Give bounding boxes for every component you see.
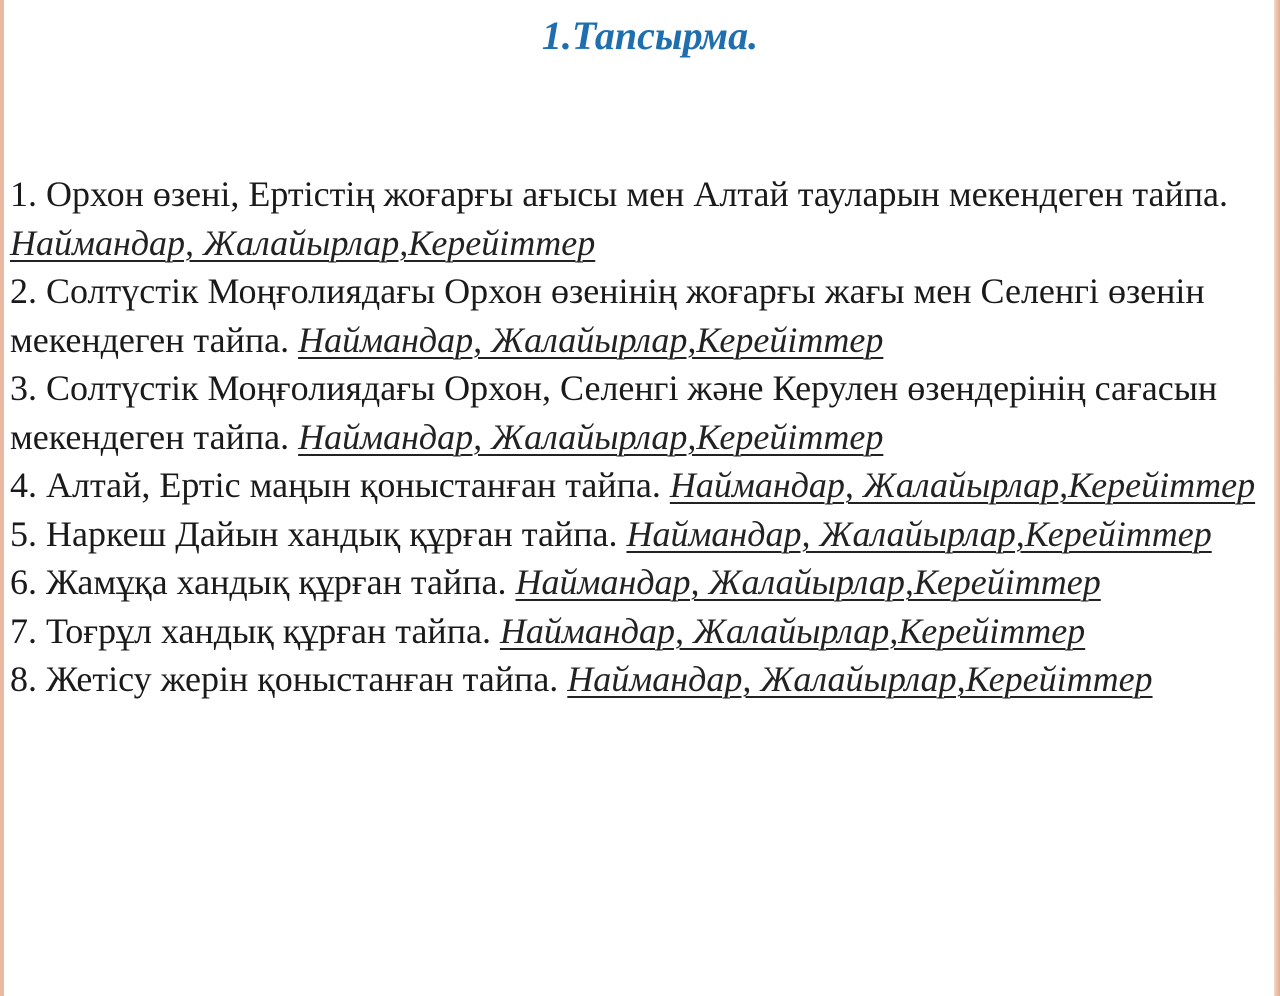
- task-answer: Наймандар, Жалайырлар,Керейіттер: [626, 513, 1212, 554]
- task-answer: Наймандар, Жалайырлар,Керейіттер: [669, 465, 1256, 505]
- task-item-2: [10, 267, 1272, 364]
- task-question: Наркеш Дайын хандық құрған тайпа.: [46, 513, 618, 554]
- task-answer: Наймандар, Жалайырлар,Керейіттер: [567, 659, 1153, 699]
- task-number: 8.: [10, 659, 37, 699]
- task-question: Жетісу жерін қоныстанған тайпа.: [46, 659, 559, 699]
- page-border-right: [1274, 0, 1280, 996]
- task-answer: Наймандар, Жалайырлар,Керейіттер: [298, 319, 884, 360]
- task-item-7: [10, 607, 1272, 656]
- task-question: Солтүстік Моңғолиядағы Орхон, Селенгі және Керулен өзендерінің сағасын мекендеген тайпа.: [10, 368, 1218, 457]
- task-item-3: [10, 364, 1272, 461]
- page-title: 1.Тапсырма.: [541, 13, 759, 58]
- task-question: Алтай, Ертіс маңын қоныстанған тайпа.: [46, 465, 661, 505]
- task-answer: Наймандар, Жалайырлар,Керейіттер: [515, 562, 1101, 602]
- task-number: 7.: [10, 610, 37, 651]
- task-number: 5.: [10, 513, 37, 554]
- task-item-6: [10, 558, 1272, 607]
- task-answer: Наймандар, Жалайырлар,Керейіттер: [10, 222, 596, 263]
- task-number: 2.: [10, 271, 37, 311]
- task-question: Солтүстік Моңғолиядағы Орхон өзенінің жоғарғы жағы мен Селенгі өзенін мекендеген тайпа.: [10, 271, 1205, 360]
- task-number: 4.: [10, 465, 37, 505]
- task-answer: Наймандар, Жалайырлар,Керейіттер: [499, 610, 1086, 651]
- task-question: Орхон өзені, Ертістің жоғарғы ағысы мен Алтай тауларын мекендеген тайпа.: [46, 174, 1228, 214]
- task-item-5: [10, 510, 1272, 559]
- task-answer: Наймандар, Жалайырлар,Керейіттер: [298, 416, 884, 457]
- task-number: 6.: [10, 562, 37, 602]
- task-question: Тоғрұл хандық құрған тайпа.: [46, 610, 491, 651]
- page-border-left: [0, 0, 4, 996]
- task-number: 3.: [10, 368, 37, 408]
- task-item-8: [10, 655, 1272, 704]
- task-item-1: [10, 170, 1272, 267]
- task-question: Жамұқа хандық құрған тайпа.: [46, 562, 507, 602]
- task-item-4: [10, 461, 1272, 510]
- task-list: [10, 170, 1272, 704]
- task-number: 1.: [10, 174, 37, 214]
